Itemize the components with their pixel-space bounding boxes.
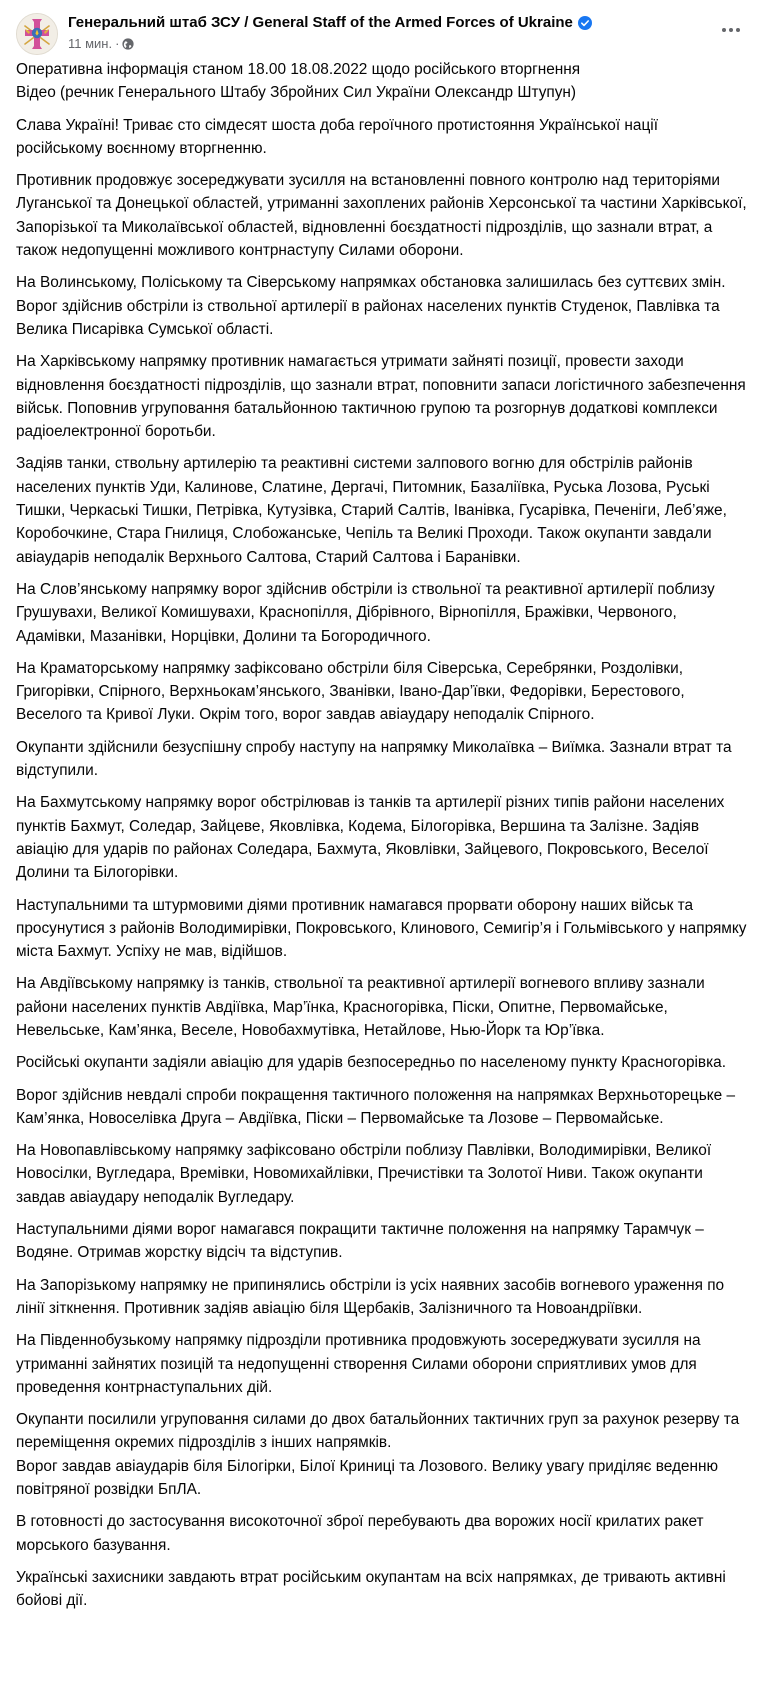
general-staff-emblem-icon bbox=[17, 14, 57, 54]
paragraph: На Бахмутському напрямку ворог обстрілював із танків та артилерії різних типів райони населених пунктів Бахмут, Соледар, Зайцеве, Яковлівка, Кодема, Білогорівка, Вершина та Залізне. Задіяв авіацію для ударів по районах Соледара, Бахмута, Яковлівки, Зайцевого, Покровського, Веселої Долини та Білогорівки. bbox=[16, 794, 725, 882]
more-options-button[interactable] bbox=[717, 20, 745, 40]
paragraph bbox=[16, 1408, 747, 1501]
globe-icon[interactable] bbox=[122, 38, 134, 50]
paragraph bbox=[16, 58, 747, 105]
page-avatar[interactable] bbox=[16, 13, 58, 55]
paragraph-line: Ворог завдав авіаударів біля Білогірки, Білої Криниці та Лозового. Велику увагу приділяє веденню повітряної розвідки БпЛА. bbox=[16, 1457, 719, 1499]
paragraph: Наступальними та штурмовими діями противник намагався прорвати оборону наших військ та просунутися з районів Володимирівки, Покровського, Клинового, Семигір’я і Гольмівського у напрямку міста Бахмут. Успіху не мав, відійшов. bbox=[16, 896, 747, 961]
paragraph: Противник продовжує зосереджувати зусилля на встановленні повного контролю над територіями Луганської та Донецької областей, утриманні захоплених районів Херсонської та частини Харківської, Запорізької та Миколаївської областей, відновленні боєздатності підрозділів, що зазнали втрат, а також недопущенні можливого контрнаступу Силами оборони. bbox=[16, 172, 747, 260]
paragraph: Наступальними діями ворог намагався покращити тактичне положення на напрямку Тарамчук – Водяне. Отримав жорстку відсіч та відступив. bbox=[16, 1221, 704, 1262]
paragraph: На Запорізькому напрямку не припинялись обстріли із усіх наявних засобів вогневого ураження по лінії зіткнення. Противник задіяв авіацію біля Щербаків, Залізничного та Новоандріївки. bbox=[16, 1276, 725, 1317]
paragraph: Російські окупанти задіяли авіацію для ударів безпосередньо по населеному пункту Красногорівка. bbox=[16, 1054, 727, 1072]
author-row bbox=[68, 14, 592, 31]
paragraph: Ворог здійснив невдалі спроби покращення тактичного положення на напрямках Верхньоторецьке – Кам’янка, Новоселівка Друга – Авдіївка, Піски – Первомайське та Лозове – Первомайське. bbox=[16, 1086, 736, 1127]
paragraph: На Краматорському напрямку зафіксовано обстріли біля Сіверська, Серебрянки, Роздолівки, Григорівки, Спірного, Верхньокам’янського, Званівки, Івано-Дар’ївки, Федорівки, Берестового, Веселого та Кривої Луки. Окрім того, ворог завдав авіаудару неподалік Спірного. bbox=[16, 659, 685, 724]
paragraph: На Харківському напрямку противник намагається утримати зайняті позиції, провести заходи відновлення боєздатності підрозділів, що зазнали втрат, поповнити запаси логістичного забезпечення військ. Поповнив угруповання батальйонною тактичною групою та розгорнув додаткові комплекси радіоелектронної боротьби. bbox=[16, 353, 746, 441]
post-header bbox=[0, 0, 763, 58]
paragraph-line: Відео (речник Генерального Штабу Збройних Сил України Олександр Штупун) bbox=[16, 84, 577, 102]
paragraph: На Авдіївському напрямку із танків, ствольної та реактивної артилерії вогневого впливу зазнали райони населених пунктів Авдіївка, Мар’їнка, Красногорівка, Піски, Опитне, Первомайське, Невельське, Кам’янка, Веселе, Новобахмутівка, Нетайлове, Нью-Йорк та Юр’ївка. bbox=[16, 975, 705, 1039]
page-name-link[interactable]: Генеральний штаб ЗСУ / General Staff of the Armed Forces of Ukraine bbox=[68, 14, 573, 31]
post-timestamp-link[interactable]: 11 мин. bbox=[68, 36, 113, 51]
post-meta bbox=[68, 36, 134, 51]
paragraph: В готовності до застосування високоточної зброї перебувають два ворожих носії крилатих ракет морського базування. bbox=[16, 1513, 704, 1554]
paragraph: На Слов’янському напрямку ворог здійснив обстріли із ствольної та реактивної артилерії поблизу Грушувахи, Великої Комишувахи, Краснопілля, Дібрівного, Вірнопілля, Бражівки, Червоного, Адамівки, Мазанівки, Норцівки, Долини та Богородичного. bbox=[16, 580, 715, 645]
post-text bbox=[0, 58, 763, 1613]
paragraph-line: Оперативна інформація станом 18.00 18.08.2022 щодо російського вторгнення bbox=[16, 61, 581, 78]
more-dot-icon bbox=[736, 28, 740, 32]
paragraph: На Волинському, Поліському та Сіверському напрямках обстановка залишилась без суттєвих змін. Ворог здійснив обстріли із ствольної артилерії в районах населених пунктів Студенок, Павлівка та Велика Писарівка Сумської області. bbox=[16, 274, 726, 338]
meta-separator: · bbox=[115, 36, 120, 51]
paragraph: На Новопавлівському напрямку зафіксовано обстріли поблизу Павлівки, Володимирівки, Великої Новосілки, Вугледара, Времівки, Новомихайлівки, Пречистівки та Золотої Ниви. Також окупанти завдав авіаудару неподалік Вугледару. bbox=[16, 1142, 712, 1206]
more-dot-icon bbox=[722, 28, 726, 32]
paragraph: Задіяв танки, ствольну артилерію та реактивні системи залпового вогню для обстрілів районів населених пунктів Уди, Калинове, Слатине, Дергачі, Питомник, Базаліївка, Руська Лозова, Руські Тишки, Черкаські Тишки, Петрівка, Кутузівка, Старий Салтів, Іванівка, Гусарівка, Печеніги, Леб’яже, Коробочкине, Стара Гнилиця, Слобожанське, Чепіль та Великі Проходи. Також окупанти завдали авіаударів неподалік Верхнього Салтова, Старий Салтова і Баранівки. bbox=[16, 455, 727, 566]
verified-badge-icon bbox=[578, 16, 592, 30]
paragraph: Слава Україні! Триває сто сімдесят шоста доба героїчного протистояння Української нації російському воєнному вторгненню. bbox=[16, 116, 658, 157]
paragraph: Окупанти здійснили безуспішну спробу наступу на напрямку Миколаївка – Виїмка. Зазнали втрат та відступили. bbox=[16, 738, 732, 780]
more-dot-icon bbox=[729, 28, 733, 32]
paragraph-line: Окупанти посилили угруповання силами до двох батальйонних тактичних груп за рахунок резерву та переміщення окремих підрозділів з інших напрямків. bbox=[16, 1411, 740, 1452]
paragraph: На Південнобузькому напрямку підрозділи противника продовжують зосереджувати зусилля на утриманні зайнятих позицій та недопущенні створення Силами оборони сприятливих умов для проведення контрнаступальних дій. bbox=[16, 1332, 701, 1396]
paragraph: Українські захисники завдають втрат російським окупантам на всіх напрямках, де тривають активні бойові дії. bbox=[16, 1568, 726, 1610]
